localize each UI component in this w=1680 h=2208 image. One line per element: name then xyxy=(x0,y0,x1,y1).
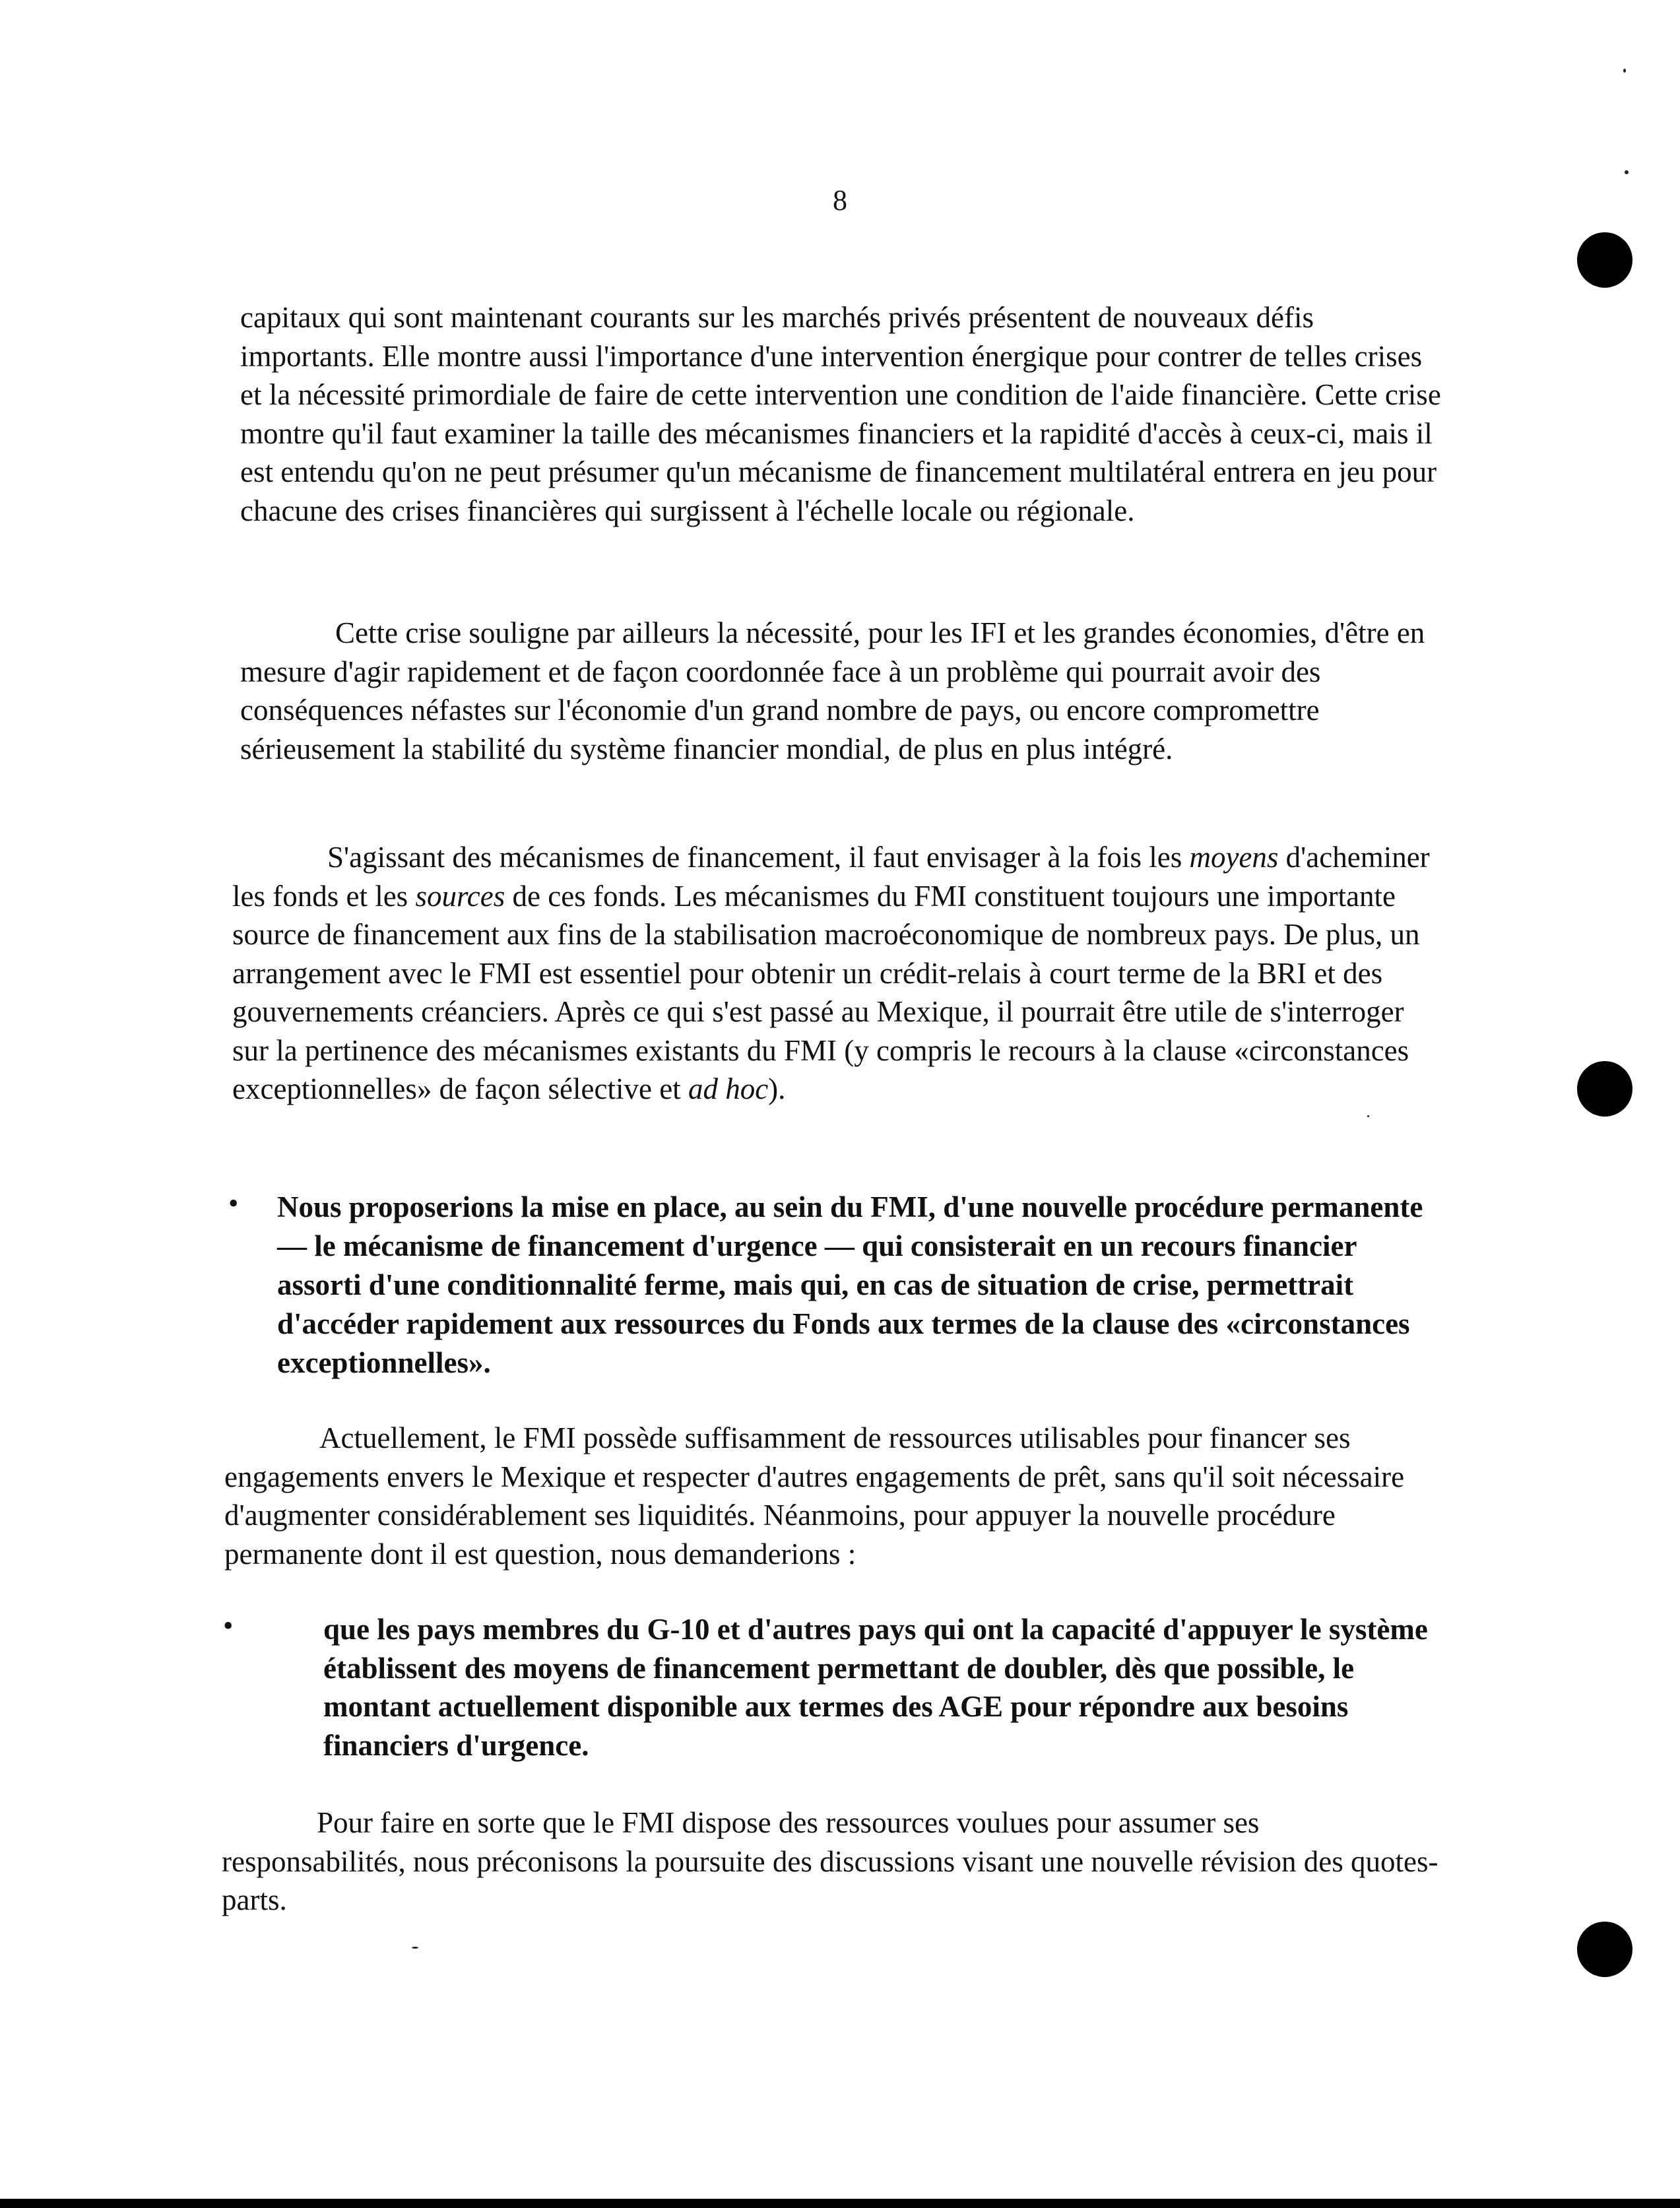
bullet-item-1: Nous proposerions la mise en place, au sein du FMI, d'une nouvelle procédure permanente — le mécanisme de financement d'urgence — qui consisterait en un recours financier assorti d'une conditionnalité ferme, mais qui, en cas de situation de crise, permettrait d'accéder rapidement aux ressources du Fonds aux termes de la clause des «circonstances exceptionnelles». xyxy=(277,1190,1423,1379)
paragraph-3-text-3: de ces fonds. Les mécanismes du FMI constituent toujours une importante source de financement aux fins de la stabilisation macroéconomique de nombreux pays. De plus, un arrangement avec le FMI est essentiel pour obtenir un crédit-relais à court terme de la BRI et des gouvernements créanciers. Après ce qui s'est passé au Mexique, il pourrait être utile de s'interroger sur la pertinence des mécanismes existants du FMI (y compris le recours à la clause «circonstances exceptionnelles» de façon sélective et xyxy=(232,879,1420,1105)
scan-speck xyxy=(1623,69,1626,73)
punch-hole-bottom xyxy=(1577,1922,1632,1977)
bullet-marker-2: • xyxy=(223,1609,234,1642)
paragraph-3-italic-moyens: moyens xyxy=(1189,841,1279,874)
scan-speck xyxy=(1625,170,1629,174)
punch-hole-top xyxy=(1577,232,1632,288)
page-number: 8 xyxy=(833,184,847,216)
paragraph-3 xyxy=(232,838,1446,1109)
scan-bottom-edge xyxy=(0,2199,1680,2208)
paragraph-1: capitaux qui sont maintenant courants sur les marchés privés présentent de nouveaux défis importants. Elle montre aussi l'importance d'une intervention énergique pour contrer de telles crises et la nécessité primordiale de faire de cette intervention une condition de l'aide financière. Cette crise montre qu'il faut examiner la taille des mécanismes financiers et la rapidité d'accès à ceux-ci, mais il est entendu qu'on ne peut présumer qu'un mécanisme de financement multilatéral entrera en jeu pour chacune des crises financières qui surgissent à l'échelle locale ou régionale. xyxy=(240,301,1441,527)
bullet-marker-1: • xyxy=(228,1187,239,1219)
paragraph-3-italic-ad-hoc: ad hoc xyxy=(688,1072,769,1105)
paragraph-2: Cette crise souligne par ailleurs la nécessité, pour les IFI et les grandes économies, d'être en mesure d'agir rapidement et de façon coordonnée face à un problème qui pourrait avoir des conséquences néfastes sur l'économie d'un grand nombre de pays, ou encore compromettre sérieusement la stabilité du système financier mondial, de plus en plus intégré. xyxy=(240,616,1425,765)
paragraph-3-italic-sources: sources xyxy=(415,879,505,913)
punch-hole-middle xyxy=(1577,1061,1632,1117)
paragraph-3-text-2: d'acheminer les fonds et les xyxy=(232,841,1430,913)
scan-speck xyxy=(412,1947,418,1949)
scan-speck xyxy=(1367,1115,1369,1117)
bullet-item-2: que les pays membres du G-10 et d'autres pays qui ont la capacité d'appuyer le système établissent des moyens de financement permettant de doubler, dès que possible, le montant actuellement disponible aux termes des AGE pour répondre aux besoins financiers d'urgence. xyxy=(323,1613,1428,1762)
paragraph-4: Actuellement, le FMI possède suffisamment de ressources utilisables pour financer ses engagements envers le Mexique et respecter d'autres engagements de prêt, sans qu'il soit nécessaire d'augmenter considérablement ses liquidités. Néanmoins, pour appuyer la nouvelle procédure permanente dont il est question, nous demanderions : xyxy=(224,1421,1405,1571)
paragraph-3-text-1: S'agissant des mécanismes de financement, il faut envisager à la fois les xyxy=(327,841,1190,874)
paragraph-3-text-4: ). xyxy=(768,1072,786,1105)
paragraph-5: Pour faire en sorte que le FMI dispose des ressources voulues pour assumer ses responsabilités, nous préconisons la poursuite des discussions visant une nouvelle révision des quotes-parts. xyxy=(222,1806,1438,1916)
